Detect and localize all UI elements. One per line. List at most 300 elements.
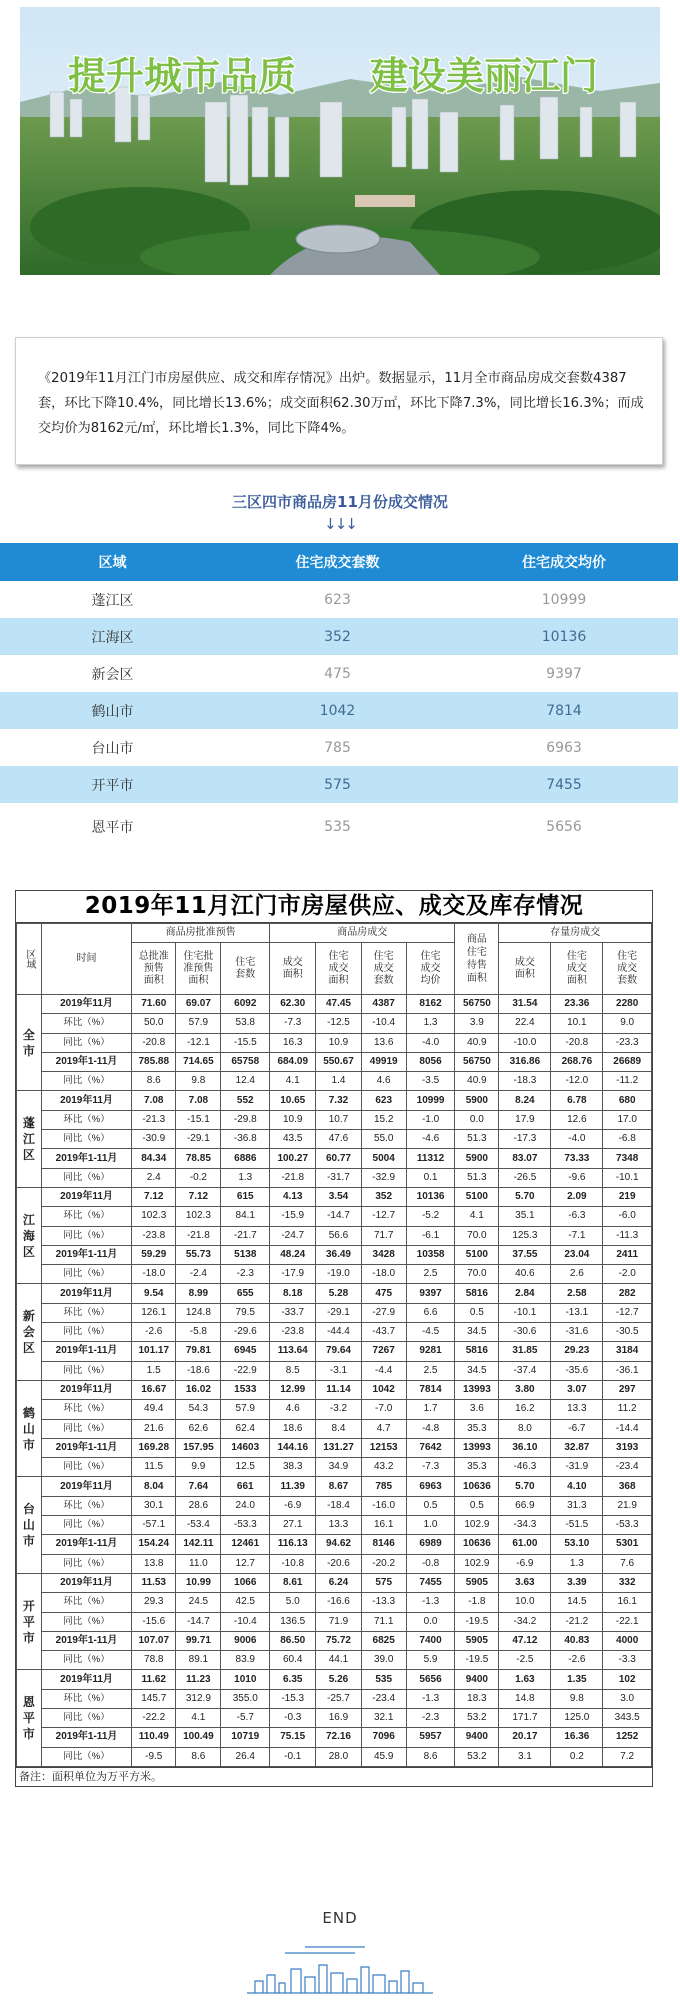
compare-row <box>0 729 678 766</box>
row-label: 2019年1-11月 <box>41 1149 131 1168</box>
value-cell: 31.85 <box>499 1342 551 1361</box>
value-cell: 1.3 <box>221 1168 270 1187</box>
value-cell: -10.1 <box>603 1168 652 1187</box>
value-cell: 8.99 <box>176 1284 221 1303</box>
value-cell: -30.6 <box>499 1323 551 1342</box>
value-cell: 5.28 <box>316 1284 361 1303</box>
banner-slogan-right: 建设美丽江门 <box>370 54 599 98</box>
value-cell: 53.8 <box>221 1014 270 1033</box>
units-cell: 352 <box>225 618 450 655</box>
value-cell: 10358 <box>406 1245 455 1264</box>
detail-row <box>17 1708 652 1727</box>
value-cell: 40.83 <box>551 1631 603 1650</box>
value-cell: 6.35 <box>270 1670 316 1689</box>
value-cell: 70.0 <box>455 1265 499 1284</box>
value-cell: 3184 <box>603 1342 652 1361</box>
region-cell <box>17 1091 42 1187</box>
value-cell: 10.9 <box>270 1110 316 1129</box>
row-label: 2019年1-11月 <box>41 1438 131 1457</box>
value-cell: 0.1 <box>406 1168 455 1187</box>
value-cell: 12461 <box>221 1535 270 1554</box>
value-cell: 3428 <box>361 1245 406 1264</box>
value-cell: 62.4 <box>221 1419 270 1438</box>
detail-row <box>17 1380 652 1399</box>
detail-row <box>17 1130 652 1149</box>
subheader-res-units: 住宅 套数 <box>221 943 270 995</box>
row-label: 2019年11月 <box>41 1670 131 1689</box>
detail-row <box>17 1593 652 1612</box>
value-cell: 4.1 <box>270 1072 316 1091</box>
value-cell: -2.0 <box>603 1265 652 1284</box>
value-cell: 86.50 <box>270 1631 316 1650</box>
value-cell: 6.24 <box>316 1573 361 1592</box>
value-cell: 154.24 <box>132 1535 176 1554</box>
value-cell: 43.2 <box>361 1458 406 1477</box>
value-cell: 661 <box>221 1477 270 1496</box>
value-cell: 3.63 <box>499 1573 551 1592</box>
value-cell: 7.6 <box>603 1554 652 1573</box>
value-cell: 47.6 <box>316 1130 361 1149</box>
value-cell: 34.5 <box>455 1361 499 1380</box>
detail-row <box>17 1014 652 1033</box>
value-cell: -4.4 <box>361 1361 406 1380</box>
value-cell: 32.87 <box>551 1438 603 1457</box>
value-cell: -34.2 <box>499 1612 551 1631</box>
down-arrows-icon: ↓↓↓ <box>324 515 356 533</box>
row-label: 同比（%） <box>41 1361 131 1380</box>
value-cell: 1.7 <box>406 1400 455 1419</box>
value-cell: -3.5 <box>406 1072 455 1091</box>
value-cell: 79.64 <box>316 1342 361 1361</box>
value-cell: 10999 <box>406 1091 455 1110</box>
value-cell: 9.0 <box>603 1014 652 1033</box>
value-cell: 44.1 <box>316 1651 361 1670</box>
value-cell: 7.08 <box>176 1091 221 1110</box>
detail-row <box>17 1554 652 1573</box>
value-cell: 7.2 <box>603 1747 652 1766</box>
value-cell: 343.5 <box>603 1708 652 1727</box>
row-label: 环比（%） <box>41 1400 131 1419</box>
value-cell: 0.0 <box>455 1110 499 1129</box>
value-cell: 10.65 <box>270 1091 316 1110</box>
row-label: 环比（%） <box>41 1593 131 1612</box>
region-cell <box>17 1670 42 1766</box>
value-cell: 4.1 <box>176 1708 221 1727</box>
value-cell: -17.9 <box>270 1265 316 1284</box>
district-cell: 台山市 <box>91 740 134 757</box>
region-cell <box>17 1284 42 1380</box>
value-cell: 30.1 <box>132 1496 176 1515</box>
value-cell: 16.02 <box>176 1380 221 1399</box>
value-cell: 50.0 <box>132 1014 176 1033</box>
value-cell: -31.6 <box>551 1323 603 1342</box>
value-cell: -16.0 <box>361 1496 406 1515</box>
value-cell: 24.5 <box>176 1593 221 1612</box>
value-cell: 8.61 <box>270 1573 316 1592</box>
value-cell: -23.8 <box>132 1226 176 1245</box>
value-cell: 9281 <box>406 1342 455 1361</box>
row-label: 环比（%） <box>41 1014 131 1033</box>
value-cell: 125.0 <box>551 1708 603 1727</box>
value-cell: -21.7 <box>221 1226 270 1245</box>
value-cell: -15.3 <box>270 1689 316 1708</box>
header-stock <box>455 924 499 995</box>
header-region: 区域 <box>17 924 42 995</box>
value-cell: 5656 <box>406 1670 455 1689</box>
value-cell: 0.0 <box>406 1612 455 1631</box>
city-skyline-icon <box>245 1935 435 1995</box>
value-cell: 28.0 <box>316 1747 361 1766</box>
value-cell: 368 <box>603 1477 652 1496</box>
value-cell: -0.1 <box>270 1747 316 1766</box>
value-cell: 3.9 <box>455 1014 499 1033</box>
value-cell: 16.1 <box>361 1516 406 1535</box>
value-cell: -6.8 <box>603 1130 652 1149</box>
value-cell: -53.3 <box>603 1516 652 1535</box>
detail-row <box>17 1091 652 1110</box>
row-label: 2019年11月 <box>41 995 131 1014</box>
value-cell: 102 <box>603 1670 652 1689</box>
value-cell: 10.1 <box>551 1014 603 1033</box>
detail-row <box>17 1342 652 1361</box>
value-cell: -36.8 <box>221 1130 270 1149</box>
value-cell: 71.60 <box>132 995 176 1014</box>
value-cell: -18.6 <box>176 1361 221 1380</box>
value-cell: 83.07 <box>499 1149 551 1168</box>
detail-row <box>17 1149 652 1168</box>
value-cell: 40.9 <box>455 1033 499 1052</box>
value-cell: -12.1 <box>176 1033 221 1052</box>
value-cell: 9.9 <box>176 1458 221 1477</box>
value-cell: 7348 <box>603 1149 652 1168</box>
value-cell: -20.8 <box>551 1033 603 1052</box>
value-cell: -4.6 <box>406 1130 455 1149</box>
value-cell: 100.27 <box>270 1149 316 1168</box>
row-label: 同比（%） <box>41 1708 131 1727</box>
value-cell: 113.64 <box>270 1342 316 1361</box>
value-cell: 2411 <box>603 1245 652 1264</box>
units-cell: 785 <box>324 739 351 756</box>
value-cell: 316.86 <box>499 1052 551 1071</box>
region-name: 台山市 <box>22 1502 35 1549</box>
value-cell: 36.10 <box>499 1438 551 1457</box>
district-cell: 蓬江区 <box>91 592 134 609</box>
value-cell: -2.4 <box>176 1265 221 1284</box>
value-cell: -6.9 <box>499 1554 551 1573</box>
row-label: 同比（%） <box>41 1516 131 1535</box>
value-cell: 72.16 <box>316 1728 361 1747</box>
value-cell: 3.07 <box>551 1380 603 1399</box>
detail-row <box>17 1265 652 1284</box>
value-cell: 142.11 <box>176 1535 221 1554</box>
value-cell: 17.9 <box>499 1110 551 1129</box>
district-cell: 恩平市 <box>91 820 134 836</box>
value-cell: 102.3 <box>176 1207 221 1226</box>
value-cell: 35.3 <box>455 1419 499 1438</box>
value-cell: -11.2 <box>603 1072 652 1091</box>
value-cell: -6.7 <box>551 1419 603 1438</box>
value-cell: 2.4 <box>132 1168 176 1187</box>
detail-table <box>16 923 652 1767</box>
value-cell: 9.54 <box>132 1284 176 1303</box>
value-cell: -6.3 <box>551 1207 603 1226</box>
value-cell: 11.5 <box>132 1458 176 1477</box>
value-cell: 475 <box>361 1284 406 1303</box>
value-cell: 47.12 <box>499 1631 551 1650</box>
value-cell: -46.3 <box>499 1458 551 1477</box>
value-cell: 66.9 <box>499 1496 551 1515</box>
detail-table-title: 2019年11月江门市房屋供应、成交及库存情况 <box>16 891 652 923</box>
value-cell: 5957 <box>406 1728 455 1747</box>
value-cell: -36.1 <box>603 1361 652 1380</box>
value-cell: 615 <box>221 1187 270 1206</box>
value-cell: 56750 <box>455 1052 499 1071</box>
value-cell: 62.6 <box>176 1419 221 1438</box>
detail-row <box>17 1631 652 1650</box>
value-cell: 10.7 <box>316 1110 361 1129</box>
value-cell: 29.3 <box>132 1593 176 1612</box>
value-cell: -12.5 <box>316 1014 361 1033</box>
value-cell: 8056 <box>406 1052 455 1071</box>
compare-row <box>0 581 678 618</box>
value-cell: -21.8 <box>176 1226 221 1245</box>
header-district: 区域 <box>0 543 225 581</box>
row-label: 环比（%） <box>41 1110 131 1129</box>
value-cell: 0.5 <box>455 1496 499 1515</box>
value-cell: -30.9 <box>132 1130 176 1149</box>
value-cell: 3.80 <box>499 1380 551 1399</box>
value-cell: 14.5 <box>551 1593 603 1612</box>
value-cell: 12.6 <box>551 1110 603 1129</box>
value-cell: -15.1 <box>176 1110 221 1129</box>
value-cell: -31.7 <box>316 1168 361 1187</box>
value-cell: 10636 <box>455 1477 499 1496</box>
value-cell: 1.0 <box>406 1516 455 1535</box>
value-cell: 29.23 <box>551 1342 603 1361</box>
value-cell: 5138 <box>221 1245 270 1264</box>
value-cell: -53.3 <box>221 1516 270 1535</box>
detail-row <box>17 1612 652 1631</box>
value-cell: 16.9 <box>316 1708 361 1727</box>
value-cell: 8.67 <box>316 1477 361 1496</box>
value-cell: -24.7 <box>270 1226 316 1245</box>
value-cell: 11.23 <box>176 1670 221 1689</box>
value-cell: 11.62 <box>132 1670 176 1689</box>
value-cell: 69.07 <box>176 995 221 1014</box>
value-cell: 169.28 <box>132 1438 176 1457</box>
value-cell: 3.39 <box>551 1573 603 1592</box>
value-cell: -53.4 <box>176 1516 221 1535</box>
value-cell: -20.2 <box>361 1554 406 1573</box>
value-cell: -18.0 <box>132 1265 176 1284</box>
subheader-res-deal-area: 住宅 成交 面积 <box>316 943 361 995</box>
value-cell: 99.71 <box>176 1631 221 1650</box>
row-label: 2019年11月 <box>41 1091 131 1110</box>
value-cell: -20.6 <box>316 1554 361 1573</box>
value-cell: 7.12 <box>132 1187 176 1206</box>
value-cell: 5100 <box>455 1187 499 1206</box>
row-label: 同比（%） <box>41 1612 131 1631</box>
units-cell: 575 <box>225 766 450 803</box>
value-cell: 53.2 <box>455 1708 499 1727</box>
value-cell: 16.2 <box>499 1400 551 1419</box>
value-cell: 11.0 <box>176 1554 221 1573</box>
value-cell: 10.9 <box>316 1033 361 1052</box>
value-cell: -2.3 <box>221 1265 270 1284</box>
value-cell: -4.0 <box>551 1130 603 1149</box>
value-cell: 36.49 <box>316 1245 361 1264</box>
header-deal-group: 商品房成交 <box>270 924 455 943</box>
value-cell: 84.34 <box>132 1149 176 1168</box>
value-cell: 1252 <box>603 1728 652 1747</box>
value-cell: -18.4 <box>316 1496 361 1515</box>
row-label: 2019年11月 <box>41 1477 131 1496</box>
value-cell: 575 <box>361 1573 406 1592</box>
value-cell: 49919 <box>361 1052 406 1071</box>
detail-row <box>17 1747 652 1766</box>
row-label: 环比（%） <box>41 1303 131 1322</box>
value-cell: 5.9 <box>406 1651 455 1670</box>
value-cell: 9006 <box>221 1631 270 1650</box>
value-cell: 12.4 <box>221 1072 270 1091</box>
value-cell: 5301 <box>603 1535 652 1554</box>
value-cell: 5905 <box>455 1573 499 1592</box>
value-cell: -19.5 <box>455 1612 499 1631</box>
value-cell: 23.04 <box>551 1245 603 1264</box>
price-cell: 7455 <box>450 766 678 803</box>
detail-row <box>17 1245 652 1264</box>
value-cell: -15.9 <box>270 1207 316 1226</box>
value-cell: 27.1 <box>270 1516 316 1535</box>
value-cell: 3.54 <box>316 1187 361 1206</box>
value-cell: -44.4 <box>316 1323 361 1342</box>
value-cell: -5.2 <box>406 1207 455 1226</box>
row-label: 同比（%） <box>41 1458 131 1477</box>
detail-row <box>17 1477 652 1496</box>
compare-header-row <box>0 543 678 581</box>
value-cell: 17.0 <box>603 1110 652 1129</box>
units-cell: 623 <box>324 591 351 608</box>
header-time: 时间 <box>41 924 131 995</box>
value-cell: 22.4 <box>499 1014 551 1033</box>
value-cell: 53.2 <box>455 1747 499 1766</box>
value-cell: 2.09 <box>551 1187 603 1206</box>
compare-row <box>0 692 678 729</box>
value-cell: -10.4 <box>221 1612 270 1631</box>
region-name: 开平市 <box>22 1598 35 1645</box>
value-cell: 11.39 <box>270 1477 316 1496</box>
value-cell: 0.5 <box>406 1496 455 1515</box>
value-cell: 1066 <box>221 1573 270 1592</box>
value-cell: 9400 <box>455 1728 499 1747</box>
value-cell: 8.4 <box>316 1419 361 1438</box>
value-cell: -27.9 <box>361 1303 406 1322</box>
value-cell: -2.6 <box>551 1651 603 1670</box>
value-cell: 5.70 <box>499 1187 551 1206</box>
value-cell: 9400 <box>455 1670 499 1689</box>
value-cell: 352 <box>361 1187 406 1206</box>
value-cell: 6.6 <box>406 1303 455 1322</box>
row-label: 2019年1-11月 <box>41 1342 131 1361</box>
value-cell: 7400 <box>406 1631 455 1650</box>
value-cell: 6945 <box>221 1342 270 1361</box>
value-cell: 8146 <box>361 1535 406 1554</box>
value-cell: 34.5 <box>455 1323 499 1342</box>
value-cell: 552 <box>221 1091 270 1110</box>
value-cell: 7.64 <box>176 1477 221 1496</box>
value-cell: 680 <box>603 1091 652 1110</box>
value-cell: -19.0 <box>316 1265 361 1284</box>
price-cell: 9397 <box>546 665 582 682</box>
detail-row <box>17 1535 652 1554</box>
value-cell: 312.9 <box>176 1689 221 1708</box>
value-cell: 49.4 <box>132 1400 176 1419</box>
value-cell: 9.8 <box>176 1072 221 1091</box>
value-cell: -0.3 <box>270 1708 316 1727</box>
value-cell: 35.3 <box>455 1458 499 1477</box>
district-cell: 开平市 <box>0 766 225 803</box>
value-cell: 1.5 <box>132 1361 176 1380</box>
value-cell: 71.1 <box>361 1612 406 1631</box>
price-cell: 6963 <box>546 739 582 756</box>
value-cell: 785 <box>361 1477 406 1496</box>
value-cell: 623 <box>361 1091 406 1110</box>
value-cell: 71.9 <box>316 1612 361 1631</box>
value-cell: 75.72 <box>316 1631 361 1650</box>
value-cell: 11312 <box>406 1149 455 1168</box>
value-cell: 89.1 <box>176 1651 221 1670</box>
value-cell: 37.55 <box>499 1245 551 1264</box>
value-cell: -21.2 <box>551 1612 603 1631</box>
value-cell: 5900 <box>455 1091 499 1110</box>
value-cell: 35.1 <box>499 1207 551 1226</box>
value-cell: 2.5 <box>406 1265 455 1284</box>
value-cell: -9.5 <box>132 1747 176 1766</box>
value-cell: 61.00 <box>499 1535 551 1554</box>
value-cell: 100.49 <box>176 1728 221 1747</box>
value-cell: 9397 <box>406 1284 455 1303</box>
value-cell: -2.3 <box>406 1708 455 1727</box>
value-cell: -13.3 <box>361 1593 406 1612</box>
detail-row <box>17 1207 652 1226</box>
value-cell: 12.7 <box>221 1554 270 1573</box>
detail-row <box>17 1303 652 1322</box>
value-cell: 8162 <box>406 995 455 1014</box>
value-cell: 48.24 <box>270 1245 316 1264</box>
value-cell: 57.9 <box>176 1014 221 1033</box>
detail-row <box>17 1226 652 1245</box>
value-cell: 7.12 <box>176 1187 221 1206</box>
value-cell: 102.9 <box>455 1516 499 1535</box>
value-cell: 47.45 <box>316 995 361 1014</box>
value-cell: 32.1 <box>361 1708 406 1727</box>
row-label: 同比（%） <box>41 1554 131 1573</box>
detail-row <box>17 1689 652 1708</box>
detail-row <box>17 1419 652 1438</box>
value-cell: 94.62 <box>316 1535 361 1554</box>
value-cell: 2.5 <box>406 1361 455 1380</box>
region-cell <box>17 1187 42 1283</box>
value-cell: 60.77 <box>316 1149 361 1168</box>
row-label: 同比（%） <box>41 1265 131 1284</box>
value-cell: 5.70 <box>499 1477 551 1496</box>
value-cell: -22.2 <box>132 1708 176 1727</box>
value-cell: 7.08 <box>132 1091 176 1110</box>
value-cell: -23.4 <box>361 1689 406 1708</box>
value-cell: -12.7 <box>361 1207 406 1226</box>
value-cell: 332 <box>603 1573 652 1592</box>
city-aerial-illustration <box>20 7 660 275</box>
